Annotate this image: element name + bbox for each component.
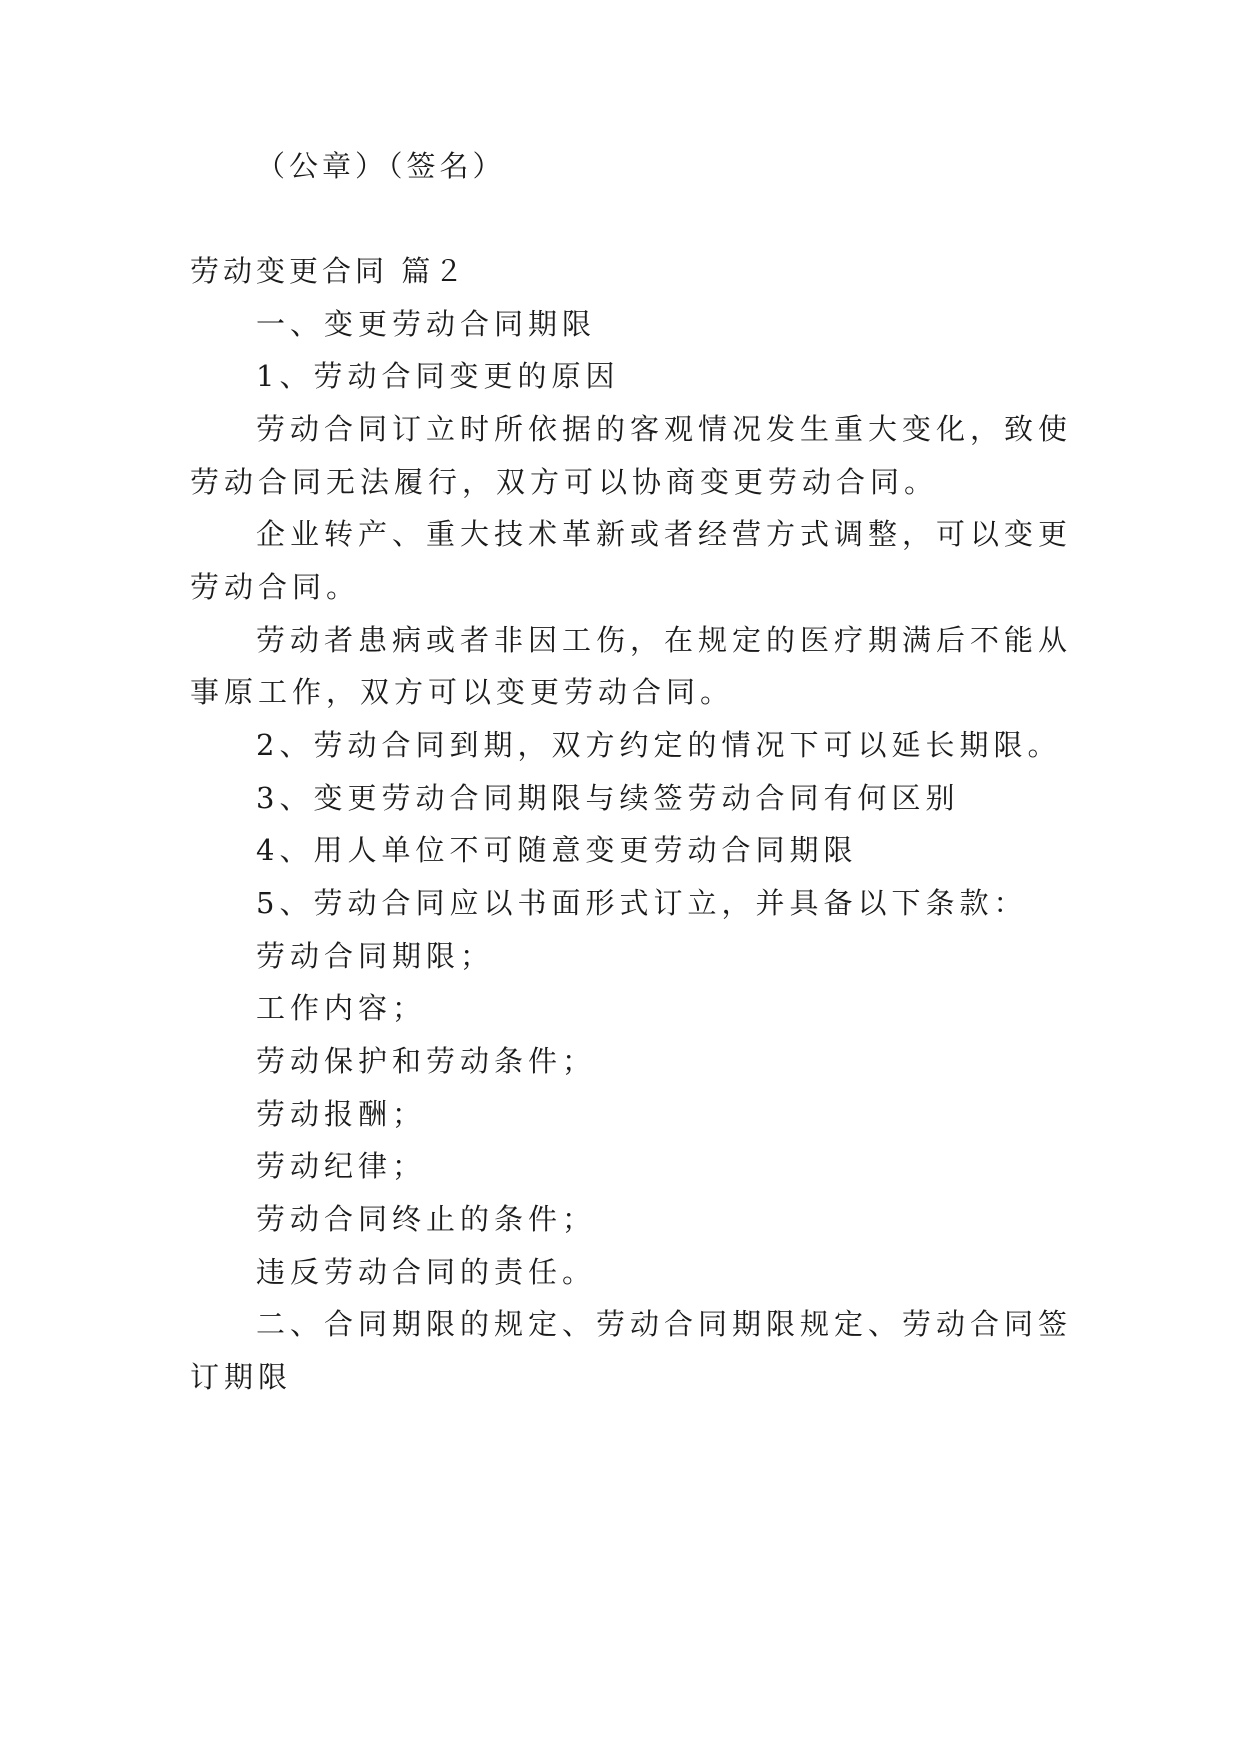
paragraph-line: 4、用人单位不可随意变更劳动合同期限 bbox=[256, 833, 858, 867]
list-item: 违反劳动合同的责任。 bbox=[256, 1255, 597, 1289]
list-item: 劳动合同终止的条件； bbox=[256, 1202, 597, 1236]
paragraph-line: 劳动者患病或者非因工伤，在规定的医疗期满后不能从 bbox=[256, 623, 1073, 657]
paragraph-line: 5、劳动合同应以书面形式订立，并具备以下条款： bbox=[256, 886, 1028, 920]
section-heading-2: 二、合同期限的规定、劳动合同期限规定、劳动合同签 bbox=[256, 1307, 1073, 1341]
list-item: 劳动合同期限； bbox=[256, 939, 495, 973]
paragraph-line: 企业转产、重大技术革新或者经营方式调整，可以变更 bbox=[256, 517, 1073, 551]
seal-signature-line: （公章）（签名） bbox=[256, 149, 506, 183]
section-heading-1: 一、变更劳动合同期限 bbox=[256, 307, 597, 341]
paragraph-line: 劳动合同无法履行，双方可以协商变更劳动合同。 bbox=[190, 465, 939, 499]
paragraph-line: 劳动合同。 bbox=[190, 570, 361, 604]
list-item: 劳动保护和劳动条件； bbox=[256, 1044, 597, 1078]
paragraph-line: 2、劳动合同到期，双方约定的情况下可以延长期限。 bbox=[256, 728, 1062, 762]
list-item: 劳动纪律； bbox=[256, 1149, 427, 1183]
list-item: 劳动报酬； bbox=[256, 1097, 427, 1131]
paragraph-line: 事原工作，双方可以变更劳动合同。 bbox=[190, 675, 735, 709]
paragraph-line: 订期限 bbox=[190, 1360, 293, 1394]
list-item: 工作内容； bbox=[256, 991, 427, 1025]
paragraph-line: 1、劳动合同变更的原因 bbox=[256, 359, 620, 393]
document-title: 劳动变更合同 篇２ bbox=[190, 254, 468, 288]
paragraph-line: 3、变更劳动合同期限与续签劳动合同有何区别 bbox=[256, 781, 960, 815]
paragraph-line: 劳动合同订立时所依据的客观情况发生重大变化，致使 bbox=[256, 412, 1073, 446]
